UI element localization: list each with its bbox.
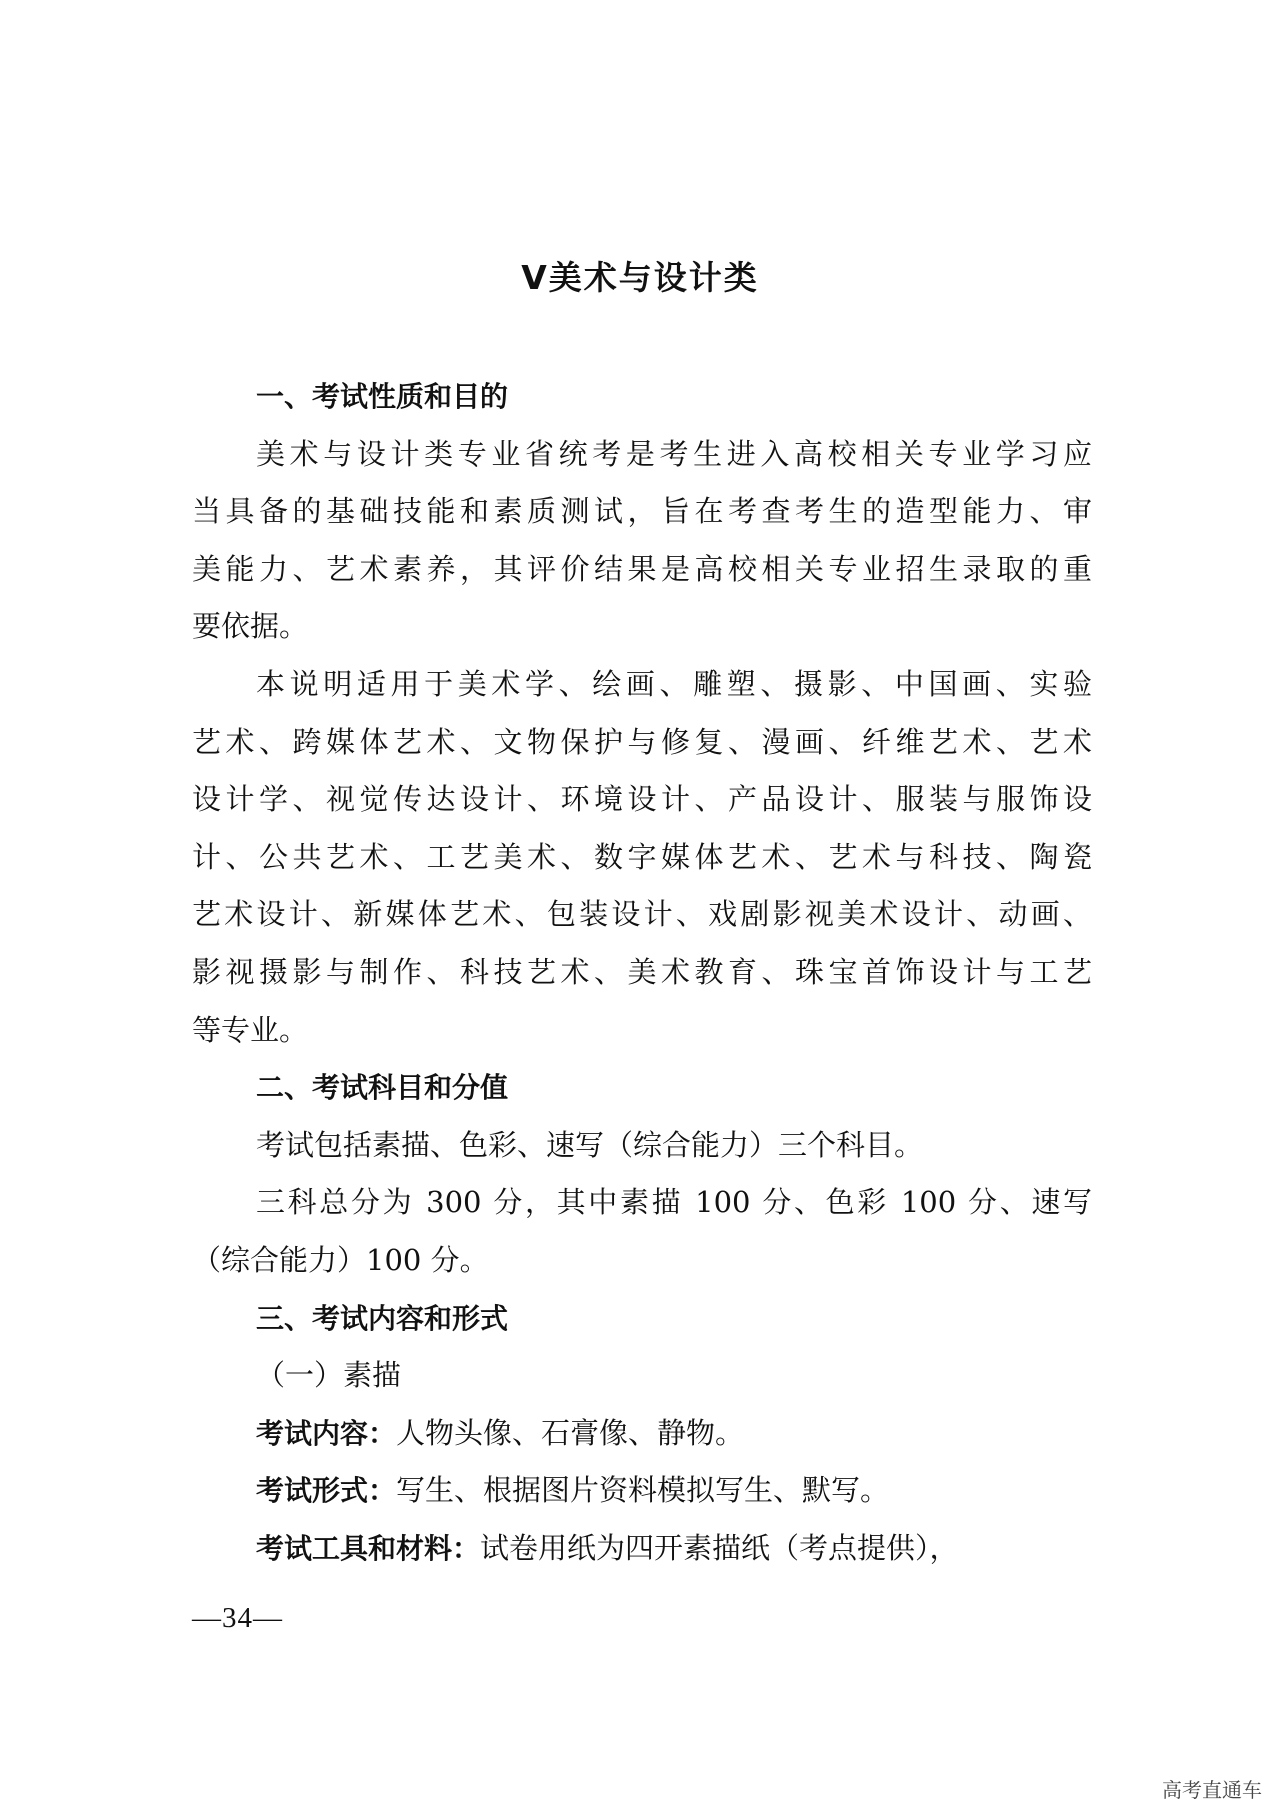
paragraph-line: 影视摄影与制作、科技艺术、美术教育、珠宝首饰设计与工艺	[192, 954, 1092, 989]
exam-form-text: 写生、根据图片资料模拟写生、默写。	[396, 1473, 890, 1508]
document-body	[192, 368, 1092, 1577]
paragraph-line: 三科总分为 300 分，其中素描 100 分、色彩 100 分、速写	[256, 1185, 1092, 1220]
paragraph-line: 要依据。	[192, 609, 309, 644]
section-heading-1: 一、考试性质和目的	[256, 380, 509, 413]
page-number: —34—	[192, 1602, 283, 1634]
subsection-heading: （一）素描	[256, 1358, 402, 1393]
exam-tools-text: 试卷用纸为四开素描纸（考点提供），	[480, 1530, 959, 1565]
exam-form-line	[192, 1462, 1092, 1520]
paragraph-line: 等专业。	[192, 1012, 309, 1047]
watermark: 高考直通车	[1162, 1778, 1262, 1802]
paragraph-line: 艺术、跨媒体艺术、文物保护与修复、漫画、纤维艺术、艺术	[192, 724, 1092, 759]
paragraph-line: 考试包括素描、色彩、速写（综合能力）三个科目。	[256, 1127, 924, 1162]
exam-tools-label: 考试工具和材料：	[256, 1531, 481, 1565]
paragraph-line: 艺术设计、新媒体艺术、包装设计、戏剧影视美术设计、动画、	[192, 897, 1092, 932]
page-title: Ⅴ美术与设计类	[521, 258, 759, 297]
section-heading-2: 二、考试科目和分值	[256, 1071, 509, 1105]
exam-form-label: 考试形式：	[256, 1474, 397, 1508]
paragraph-line: 美术与设计类专业省统考是考生进入高校相关专业学习应	[256, 436, 1092, 471]
paragraph-line: 本说明适用于美术学、绘画、雕塑、摄影、中国画、实验	[256, 666, 1092, 701]
section-heading-3: 三、考试内容和形式	[256, 1301, 509, 1335]
paragraph-line: 设计学、视觉传达设计、环境设计、产品设计、服装与服饰设	[192, 782, 1092, 817]
paragraph-line: 美能力、艺术素养，其评价结果是高校相关专业招生录取的重	[192, 551, 1092, 586]
exam-content-label: 考试内容：	[256, 1416, 397, 1450]
exam-content-text: 人物头像、石膏像、静物。	[396, 1415, 745, 1450]
paragraph-line: （综合能力）100 分。	[192, 1242, 489, 1277]
paragraph-line: 计、公共艺术、工艺美术、数字媒体艺术、艺术与科技、陶瓷	[192, 839, 1092, 874]
exam-content-line	[192, 1405, 1092, 1463]
paragraph-line: 当具备的基础技能和素质测试，旨在考查考生的造型能力、审	[192, 494, 1092, 529]
exam-tools-line	[192, 1520, 1092, 1578]
